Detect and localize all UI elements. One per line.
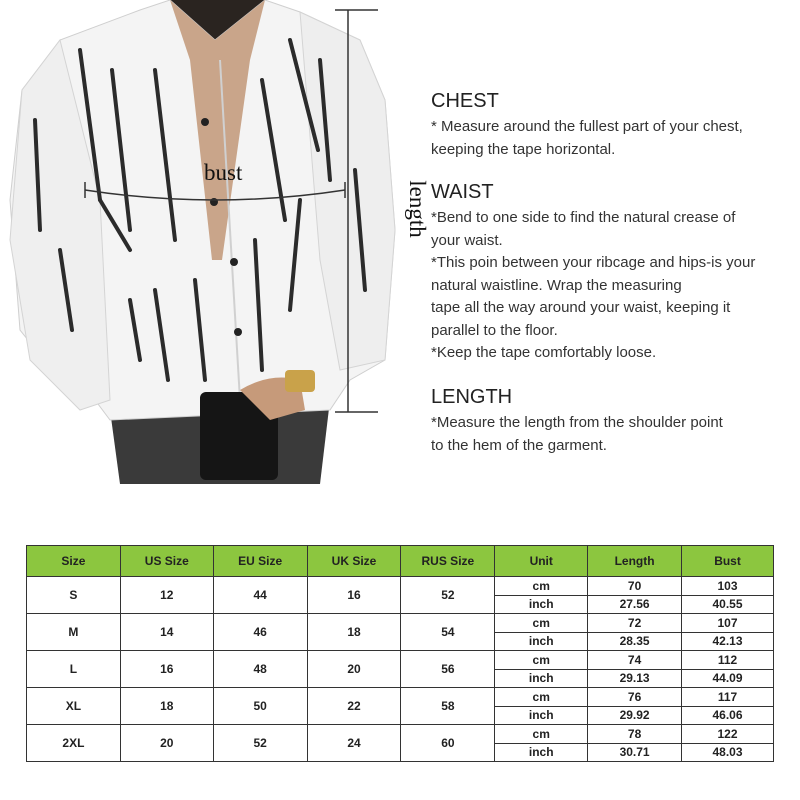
- cell-rus: 58: [401, 688, 495, 725]
- cell-length: 72: [588, 614, 682, 633]
- cell-unit: cm: [495, 577, 588, 596]
- cell-bust: 122: [682, 725, 774, 744]
- cell-us: 12: [120, 577, 213, 614]
- waist-title: WAIST: [431, 181, 494, 203]
- table-row: [27, 688, 774, 707]
- cell-bust: 42.13: [682, 632, 774, 651]
- cell-eu: 52: [213, 725, 307, 762]
- chest-text: [431, 116, 791, 161]
- header-us-size: US Size: [120, 546, 213, 577]
- cell-unit: cm: [495, 614, 588, 633]
- waist-line: parallel to the floor.: [431, 321, 558, 339]
- chest-guide: [431, 90, 791, 161]
- cell-unit: inch: [495, 706, 588, 725]
- cell-unit: cm: [495, 688, 588, 707]
- cell-bust: 46.06: [682, 706, 774, 725]
- length-title: LENGTH: [431, 386, 513, 408]
- header-unit: Unit: [495, 546, 588, 577]
- waist-line: *Keep the tape comfortably loose.: [431, 344, 657, 361]
- waist-text: [431, 207, 791, 365]
- cell-size: L: [27, 651, 121, 688]
- chest-line: keeping the tape horizontal.: [431, 140, 616, 158]
- cell-us: 18: [120, 688, 213, 725]
- length-guide: [431, 386, 791, 457]
- cell-unit: cm: [495, 651, 588, 670]
- cell-unit: inch: [495, 632, 588, 651]
- bust-label: bust: [204, 160, 243, 185]
- product-photo: [0, 0, 430, 484]
- cell-size: S: [27, 577, 121, 614]
- header-rus-size: RUS Size: [401, 546, 495, 577]
- length-line: *Measure the length from the shoulder point: [431, 414, 723, 431]
- cell-rus: 52: [401, 577, 495, 614]
- length-label: length: [405, 180, 430, 238]
- table-row: [27, 614, 774, 633]
- cell-unit: inch: [495, 595, 588, 614]
- size-chart-table: [26, 545, 774, 762]
- header-eu-size: EU Size: [213, 546, 307, 577]
- cell-eu: 46: [213, 614, 307, 651]
- cell-us: 14: [120, 614, 213, 651]
- cell-unit: inch: [495, 669, 588, 688]
- header-length: Length: [588, 546, 682, 577]
- cell-us: 20: [120, 725, 213, 762]
- cell-length: 70: [588, 577, 682, 596]
- waist-guide: [431, 181, 791, 365]
- cell-uk: 16: [307, 577, 401, 614]
- cell-rus: 60: [401, 725, 495, 762]
- cell-bust: 40.55: [682, 595, 774, 614]
- cell-uk: 22: [307, 688, 401, 725]
- cell-bust: 44.09: [682, 669, 774, 688]
- shirt-illustration: [0, 0, 400, 484]
- cell-unit: cm: [495, 725, 588, 744]
- chest-line: * Measure around the fullest part of your chest,: [431, 118, 743, 135]
- header-uk-size: UK Size: [307, 546, 401, 577]
- cell-uk: 18: [307, 614, 401, 651]
- cell-bust: 48.03: [682, 743, 774, 762]
- table-row: [27, 577, 774, 596]
- waist-line: your waist.: [431, 231, 503, 249]
- cell-uk: 24: [307, 725, 401, 762]
- length-line: to the hem of the garment.: [431, 436, 607, 454]
- cell-rus: 56: [401, 651, 495, 688]
- cell-length: 78: [588, 725, 682, 744]
- cell-length: 28.35: [588, 632, 682, 651]
- cell-length: 30.71: [588, 743, 682, 762]
- cell-eu: 44: [213, 577, 307, 614]
- cell-length: 29.13: [588, 669, 682, 688]
- cell-uk: 20: [307, 651, 401, 688]
- waist-line: *Bend to one side to find the natural crease of: [431, 209, 736, 226]
- table-header-row: [27, 546, 774, 577]
- cell-length: 27.56: [588, 595, 682, 614]
- cell-size: M: [27, 614, 121, 651]
- cell-size: 2XL: [27, 725, 121, 762]
- length-text: [431, 412, 791, 457]
- cell-length: 76: [588, 688, 682, 707]
- cell-bust: 107: [682, 614, 774, 633]
- cell-eu: 50: [213, 688, 307, 725]
- cell-bust: 117: [682, 688, 774, 707]
- waist-line: *This poin between your ribcage and hips-is your: [431, 254, 756, 271]
- table-row: [27, 725, 774, 744]
- cell-bust: 103: [682, 577, 774, 596]
- cell-us: 16: [120, 651, 213, 688]
- cell-length: 74: [588, 651, 682, 670]
- cell-eu: 48: [213, 651, 307, 688]
- chest-title: CHEST: [431, 90, 499, 112]
- waist-line: natural waistline. Wrap the measuring: [431, 276, 682, 294]
- cell-length: 29.92: [588, 706, 682, 725]
- cell-bust: 112: [682, 651, 774, 670]
- waist-line: tape all the way around your waist, keeping it: [431, 299, 731, 316]
- cell-rus: 54: [401, 614, 495, 651]
- table-row: [27, 651, 774, 670]
- header-size: Size: [27, 546, 121, 577]
- cell-size: XL: [27, 688, 121, 725]
- cell-unit: inch: [495, 743, 588, 762]
- header-bust: Bust: [682, 546, 774, 577]
